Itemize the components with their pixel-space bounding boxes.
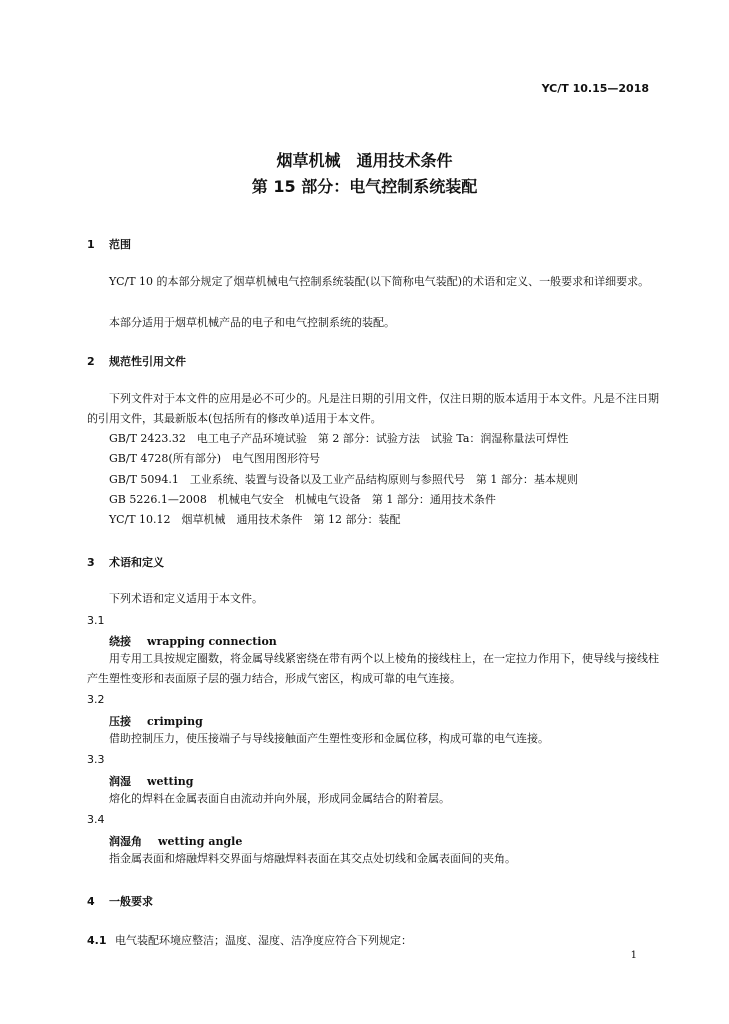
document-title: 烟草机械 通用技术条件 <box>276 151 453 170</box>
term-heading <box>109 633 277 649</box>
reference-item: YC/T 10.12 烟草机械 通用技术条件 第 12 部分：装配 <box>109 513 401 526</box>
section-number: 4 <box>87 895 95 908</box>
subclause-number: 4.1 <box>87 934 107 947</box>
term-zh: 润湿角 <box>109 835 142 848</box>
section-3-heading <box>87 554 164 570</box>
term-en: wetting <box>147 775 194 788</box>
clause-number: 3.1 <box>87 614 105 627</box>
section-title: 范围 <box>109 238 131 251</box>
term-definition: 用专用工具按规定圈数，将金属导线紧密绕在带有两个以上棱角的接线柱上，在一定拉力作用下，使导线与接线柱产生塑性变形和表面原子层的强力结合，形成气密区，构成可靠的电气连接。 <box>87 652 659 685</box>
section-4-heading <box>87 893 153 909</box>
reference-item: GB/T 4728(所有部分) 电气图用图形符号 <box>109 452 320 465</box>
term-heading <box>109 773 194 789</box>
term-heading <box>109 713 203 729</box>
term-definition: 借助控制压力，使压接端子与导线接触面产生塑性变形和金属位移，构成可靠的电气连接。 <box>109 732 549 745</box>
clause-number: 3.2 <box>87 693 105 706</box>
section-2-heading <box>87 353 186 369</box>
clause-number: 3.4 <box>87 813 105 826</box>
clause-number: 3.3 <box>87 753 105 766</box>
section-1-paragraph: YC/T 10 的本部分规定了烟草机械电气控制系统装配(以下简称电气装配)的术语和定义、一般要求和详细要求。 <box>109 275 650 288</box>
section-number: 1 <box>87 238 95 251</box>
section-1-heading <box>87 236 131 252</box>
term-zh: 润湿 <box>109 775 131 788</box>
term-zh: 绕接 <box>109 635 131 648</box>
reference-item: GB 5226.1—2008 机械电气安全 机械电气设备 第 1 部分：通用技术条件 <box>109 493 496 506</box>
reference-item: GB/T 2423.32 电工电子产品环境试验 第 2 部分：试验方法 试验 Ta：润湿称量法可焊性 <box>109 432 569 445</box>
term-definition: 熔化的焊料在金属表面自由流动并向外展，形成同金属结合的附着层。 <box>109 792 450 805</box>
section-3-intro: 下列术语和定义适用于本文件。 <box>109 592 263 605</box>
subclause-4-1 <box>87 932 412 948</box>
term-en: wetting angle <box>158 835 243 848</box>
section-2-intro: 下列文件对于本文件的应用是必不可少的。凡是注日期的引用文件，仅注日期的版本适用于本文件。凡是不注日期的引用文件，其最新版本(包括所有的修改单)适用于本文件。 <box>87 392 659 425</box>
term-heading <box>109 833 242 849</box>
term-en: wrapping connection <box>147 635 277 648</box>
reference-item: GB/T 5094.1 工业系统、装置与设备以及工业产品结构原则与参照代号 第 1 部分：基本规则 <box>109 473 578 486</box>
section-number: 2 <box>87 355 95 368</box>
subclause-text: 电气装配环境应整洁；温度、湿度、洁净度应符合下列规定： <box>115 934 412 947</box>
page-number: 1 <box>630 950 637 961</box>
section-title: 术语和定义 <box>109 556 164 569</box>
section-title: 一般要求 <box>109 895 153 908</box>
section-title: 规范性引用文件 <box>109 355 186 368</box>
term-zh: 压接 <box>109 715 131 728</box>
document-subtitle: 第 15 部分：电气控制系统装配 <box>251 177 478 196</box>
term-en: crimping <box>147 715 203 728</box>
standard-number: YC/T 10.15—2018 <box>541 82 649 95</box>
section-number: 3 <box>87 556 95 569</box>
term-definition: 指金属表面和熔融焊料交界面与熔融焊料表面在其交点处切线和金属表面间的夹角。 <box>109 852 516 865</box>
section-1-paragraph: 本部分适用于烟草机械产品的电子和电气控制系统的装配。 <box>109 316 395 329</box>
